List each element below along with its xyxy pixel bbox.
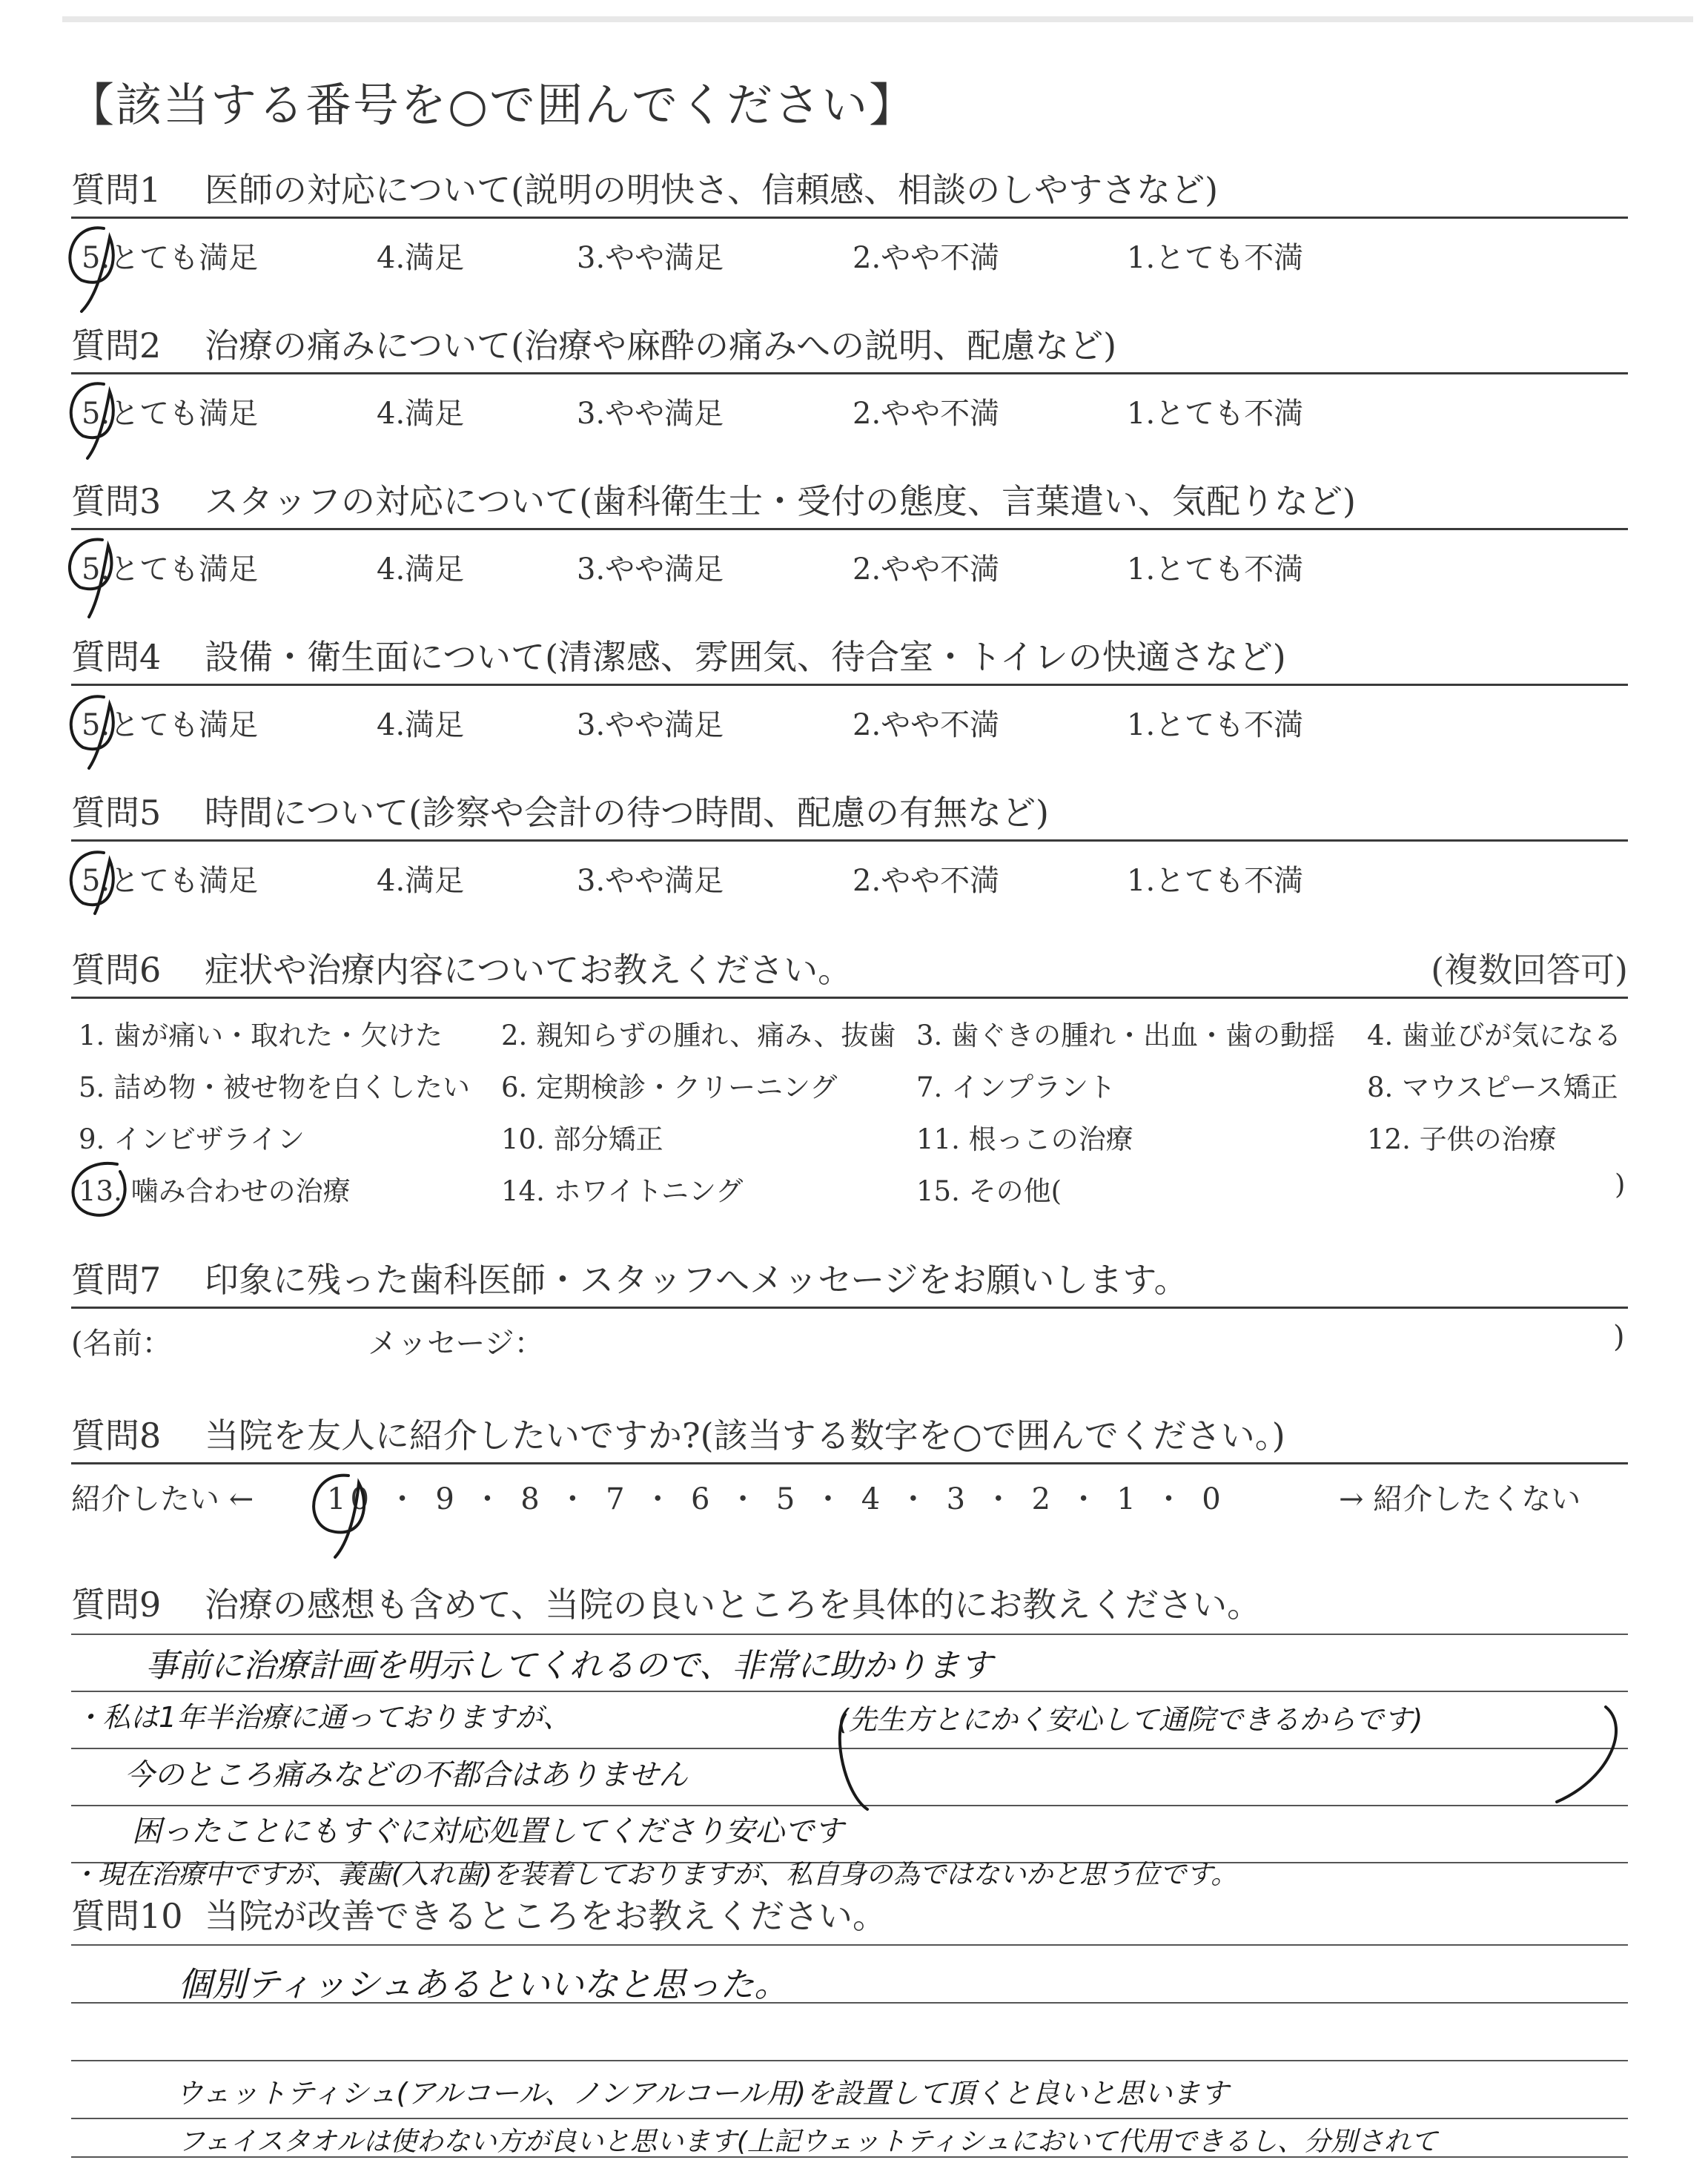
divider: [71, 528, 1628, 530]
answer-line: [71, 1805, 1628, 1806]
option-1[interactable]: 1.とても不満: [1127, 397, 1304, 431]
message-label: メッセージ：: [368, 1327, 544, 1361]
question-number: 質問4: [71, 637, 162, 677]
option-5[interactable]: 5.とても満足: [82, 708, 259, 742]
option-3[interactable]: 3.やや満足: [577, 397, 724, 431]
treatment-option[interactable]: 10. 部分矯正: [501, 1123, 663, 1155]
handwritten-answer: ・私は1年半治療に通っておりますが、: [74, 1701, 572, 1734]
question-text: 治療の感想も含めて、当院の良いところを具体的にお教えください。: [205, 1585, 1262, 1625]
question-number: 質問10: [71, 1896, 183, 1936]
question-number: 質問2: [71, 326, 162, 366]
question-text: 印象に残った歯科医師・スタッフへメッセージをお願いします。: [205, 1260, 1188, 1300]
question-text: 治療の痛みについて(治療や麻酔の痛みへの説明、配慮など): [205, 326, 1117, 366]
option-1[interactable]: 1.とても不満: [1127, 241, 1304, 275]
option-3[interactable]: 3.やや満足: [577, 552, 724, 587]
treatment-option[interactable]: 14. ホワイトニング: [501, 1175, 744, 1207]
option-4[interactable]: 4.満足: [377, 864, 465, 898]
handwritten-answer: 今のところ痛みなどの不都合はありません: [125, 1758, 688, 1792]
question-number: 質問9: [71, 1585, 162, 1625]
option-5[interactable]: 5.とても満足: [82, 552, 259, 587]
option-2[interactable]: 2.やや不満: [853, 552, 1000, 587]
option-4[interactable]: 4.満足: [377, 552, 465, 587]
handwritten-answer: 困ったことにもすぐに対応処置してくださり安心です: [132, 1814, 844, 1849]
top-border: [62, 16, 1693, 22]
divider: [71, 997, 1628, 999]
option-5[interactable]: 5.とても満足: [82, 241, 259, 275]
divider: [71, 372, 1628, 374]
answer-line: [71, 1944, 1628, 1946]
other-close-paren: ): [1615, 1169, 1626, 1200]
treatment-option[interactable]: 4. 歯並びが気になる: [1367, 1020, 1622, 1051]
option-4[interactable]: 4.満足: [377, 241, 465, 275]
handwritten-answer: フェイスタオルは使わない方が良いと思います(上記ウェットティシュにおいて代用できるし、分別されて: [178, 2127, 1437, 2157]
question-number: 質問5: [71, 793, 162, 833]
not-recommend-label: → 紹介したくない: [1339, 1482, 1581, 1516]
question-number: 質問8: [71, 1416, 162, 1456]
option-1[interactable]: 1.とても不満: [1127, 864, 1304, 898]
treatment-option[interactable]: 3. 歯ぐきの腫れ・出血・歯の動揺: [916, 1020, 1336, 1051]
treatment-option[interactable]: 6. 定期検診・クリーニング: [501, 1071, 838, 1103]
treatment-option[interactable]: 8. マウスピース矯正: [1367, 1071, 1618, 1103]
answer-line: [71, 2060, 1628, 2061]
handwritten-answer: ウェットティシュ(アルコール、ノンアルコール用)を設置して頂くと良いと思います: [175, 2077, 1229, 2110]
option-1[interactable]: 1.とても不満: [1127, 552, 1304, 587]
close-paren: ): [1613, 1320, 1625, 1354]
question-text: 設備・衛生面について(清潔感、雰囲気、待合室・トイレの快適さなど): [205, 637, 1286, 677]
recommend-label: 紹介したい ←: [71, 1482, 254, 1516]
recommend-scale[interactable]: 10 ・ 9 ・ 8 ・ 7 ・ 6 ・ 5 ・ 4 ・ 3 ・ 2 ・ 1 ・ 0: [327, 1482, 1225, 1516]
option-5[interactable]: 5.とても満足: [82, 864, 259, 898]
option-3[interactable]: 3.やや満足: [577, 708, 724, 742]
q9-bracket-close: [1557, 1707, 1616, 1802]
question-number: 質問7: [71, 1260, 162, 1300]
question-number: 質問6: [71, 950, 162, 990]
divider: [71, 684, 1628, 686]
option-3[interactable]: 3.やや満足: [577, 241, 724, 275]
answer-line: [71, 1634, 1628, 1635]
answer-line: [71, 1748, 1628, 1749]
handwritten-answer: (先生方とにかく安心して通院できるからです): [838, 1703, 1423, 1736]
question-text: 症状や治療内容についてお教えください。: [205, 950, 853, 990]
treatment-option[interactable]: 11. 根っこの治療: [916, 1123, 1133, 1155]
option-4[interactable]: 4.満足: [377, 397, 465, 431]
answer-line: [71, 1691, 1628, 1692]
treatment-option[interactable]: 5. 詰め物・被せ物を白くしたい: [79, 1071, 471, 1103]
divider: [71, 1307, 1628, 1309]
handwritten-answer: 個別ティッシュあるといいなと思った。: [178, 1964, 789, 2004]
question-text: 医師の対応について(説明の明快さ、信頼感、相談のしやすさなど): [205, 170, 1219, 210]
option-2[interactable]: 2.やや不満: [853, 864, 1000, 898]
option-3[interactable]: 3.やや満足: [577, 864, 724, 898]
handwritten-answer: ・現在治療中ですが、義歯(入れ歯)を装着しておりますが、私自身の為ではないかと思う位です。: [71, 1860, 1238, 1890]
page-title: 【該当する番号を○で囲んでください】: [68, 78, 917, 132]
question-number: 質問1: [71, 170, 162, 210]
name-label: (名前：: [71, 1327, 172, 1361]
divider: [71, 1462, 1628, 1464]
handwritten-answer: 事前に治療計画を明示してくれるので、非常に助かります: [145, 1647, 993, 1685]
treatment-option[interactable]: 13. 噛み合わせの治療: [79, 1175, 351, 1207]
treatment-option[interactable]: 9. インビザライン: [79, 1123, 305, 1155]
treatment-option[interactable]: 2. 親知らずの腫れ、痛み、抜歯: [501, 1020, 896, 1051]
multiple-answers-note: (複数回答可): [1431, 950, 1628, 990]
treatment-option[interactable]: 12. 子供の治療: [1367, 1123, 1557, 1155]
treatment-option[interactable]: 7. インプラント: [916, 1071, 1116, 1103]
question-text: 当院が改善できるところをお教えください。: [205, 1896, 887, 1936]
treatment-option[interactable]: 1. 歯が痛い・取れた・欠けた: [79, 1020, 443, 1051]
option-2[interactable]: 2.やや不満: [853, 708, 1000, 742]
option-4[interactable]: 4.満足: [377, 708, 465, 742]
option-2[interactable]: 2.やや不満: [853, 397, 1000, 431]
option-5[interactable]: 5.とても満足: [82, 397, 259, 431]
divider: [71, 839, 1628, 842]
question-text: スタッフの対応について(歯科衛生士・受付の態度、言葉遣い、気配りなど): [205, 481, 1356, 521]
option-2[interactable]: 2.やや不満: [853, 241, 1000, 275]
divider: [71, 217, 1628, 219]
question-text: 時間について(診察や会計の待つ時間、配慮の有無など): [205, 793, 1049, 833]
question-number: 質問3: [71, 481, 162, 521]
option-1[interactable]: 1.とても不満: [1127, 708, 1304, 742]
treatment-option[interactable]: 15. その他(: [916, 1175, 1062, 1207]
question-text: 当院を友人に紹介したいですか?(該当する数字を○で囲んでください。): [205, 1416, 1285, 1456]
answer-line: [71, 2118, 1628, 2119]
